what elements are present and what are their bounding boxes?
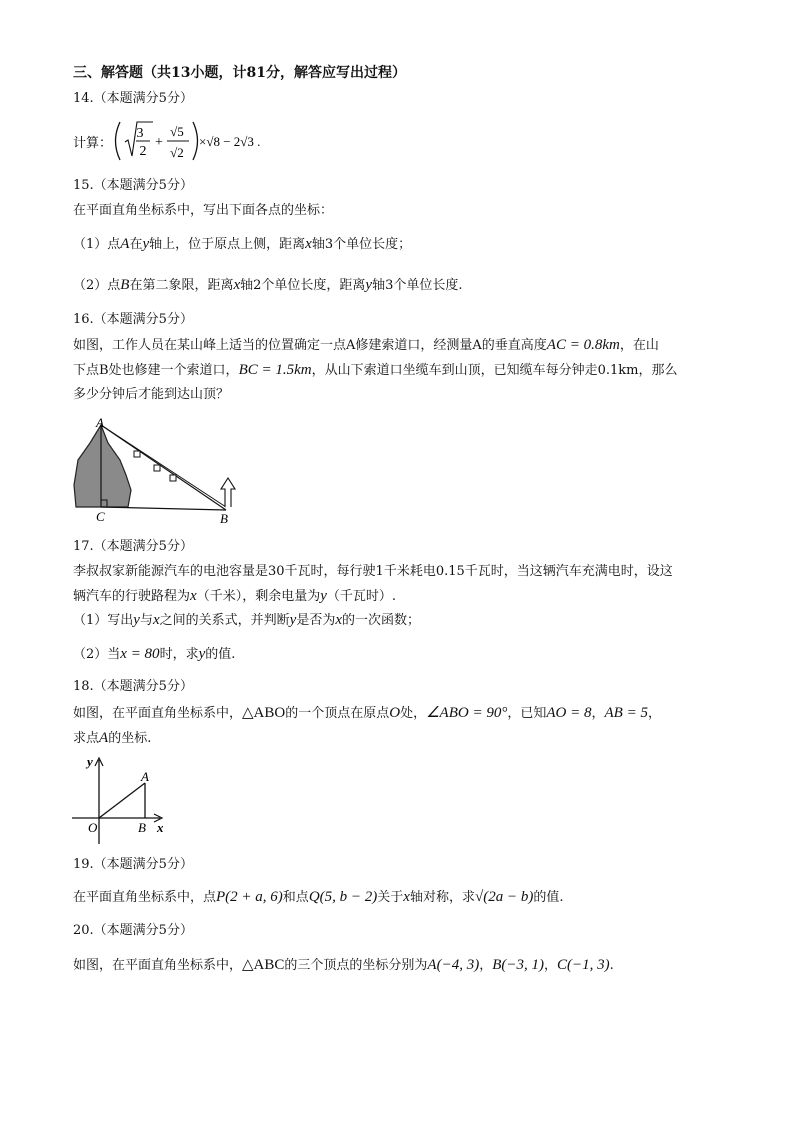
line-cb — [101, 507, 226, 510]
q16-line2: 下点B处也修建一个索道口，BC = 1.5km，从山下索道口坐缆车到山顶，已知缆车每分钟走0.1km，那么 — [73, 362, 678, 378]
q14-prefix: 计算： — [73, 135, 113, 150]
q14-header: 14.（本题满分5分） — [73, 91, 193, 106]
q17-line2: 辆汽车的行驶路程为x（千米），剩余电量为y（千瓦时）. — [73, 588, 397, 604]
q16-line3: 多少分钟后才能到达山顶？ — [73, 387, 230, 402]
q16-mountain-figure — [68, 415, 248, 527]
q14-rest: ×√8 − 2√3 . — [199, 134, 261, 149]
label-y: y — [87, 754, 93, 769]
cable-car-icon — [170, 475, 176, 481]
q16-header: 16.（本题满分5分） — [73, 312, 193, 327]
q14-d2: √2 — [170, 145, 184, 160]
q18-line2: 求点A的坐标. — [73, 730, 152, 746]
label-a: A — [141, 769, 149, 784]
label-c: C — [96, 509, 105, 524]
q18-header: 18.（本题满分5分） — [73, 679, 193, 694]
q17-part2: （2）当x = 80时，求y的值. — [73, 646, 236, 662]
q17-line1: 李叔叔家新能源汽车的电池容量是30千瓦时，每行驶1千米耗电0.15千瓦时，当这辆汽车充满电时，设这 — [73, 564, 673, 579]
station-icon — [221, 478, 235, 507]
q15-header: 15.（本题满分5分） — [73, 178, 193, 193]
q15-part2: （2）点B在第二象限，距离x轴2个单位长度，距离y轴3个单位长度. — [73, 277, 463, 293]
q17-part1: （1）写出y与x之间的关系式，并判断y是否为x的一次函数； — [73, 612, 421, 628]
q18-coordinate-figure — [68, 752, 178, 848]
mountain-shape — [74, 425, 131, 507]
q14-formula-svg — [73, 116, 333, 166]
label-b: B — [138, 820, 146, 835]
q19-line1: 在平面直角坐标系中，点P(2 + a, 6)和点Q(5, b − 2)关于x轴对称，求√(2a − b)的值. — [73, 889, 564, 905]
q20-line1: 如图，在平面直角坐标系中，△ABC的三个顶点的坐标分别为A(−4, 3)，B(−3, 1)，C(−1, 3). — [73, 957, 614, 973]
q14-expression — [73, 116, 333, 166]
q15-text: 在平面直角坐标系中，写出下面各点的坐标： — [73, 203, 334, 218]
q15-part1: （1）点A在y轴上，位于原点上侧，距离x轴3个单位长度； — [73, 236, 412, 252]
label-x: x — [157, 820, 164, 835]
q14-n2: √5 — [170, 124, 184, 139]
label-b: B — [220, 511, 228, 526]
q20-header: 20.（本题满分5分） — [73, 923, 193, 938]
q14-d1: 2 — [139, 144, 147, 159]
svg-text:+: + — [155, 135, 163, 150]
right-paren — [193, 122, 198, 160]
q17-header: 17.（本题满分5分） — [73, 539, 193, 554]
q16-line1: 如图，工作人员在某山峰上适当的位置确定一点A修建索道口，经测量A的垂直高度AC = 0.8km，在山 — [73, 337, 659, 353]
label-o: O — [88, 820, 98, 835]
section-title: 三、解答题（共13小题，计81分，解答应写出过程） — [73, 65, 406, 81]
left-paren — [116, 122, 121, 160]
q14-n1: 3 — [136, 126, 144, 141]
label-a: A — [96, 415, 104, 430]
segment-oa — [99, 783, 145, 818]
cable-car-icon — [154, 465, 160, 471]
q19-header: 19.（本题满分5分） — [73, 857, 193, 872]
q18-line1: 如图，在平面直角坐标系中，△ABO的一个顶点在原点O处，∠ABO = 90°，已知AO = 8，AB = 5， — [73, 705, 661, 721]
cable-car-icon — [134, 451, 140, 457]
